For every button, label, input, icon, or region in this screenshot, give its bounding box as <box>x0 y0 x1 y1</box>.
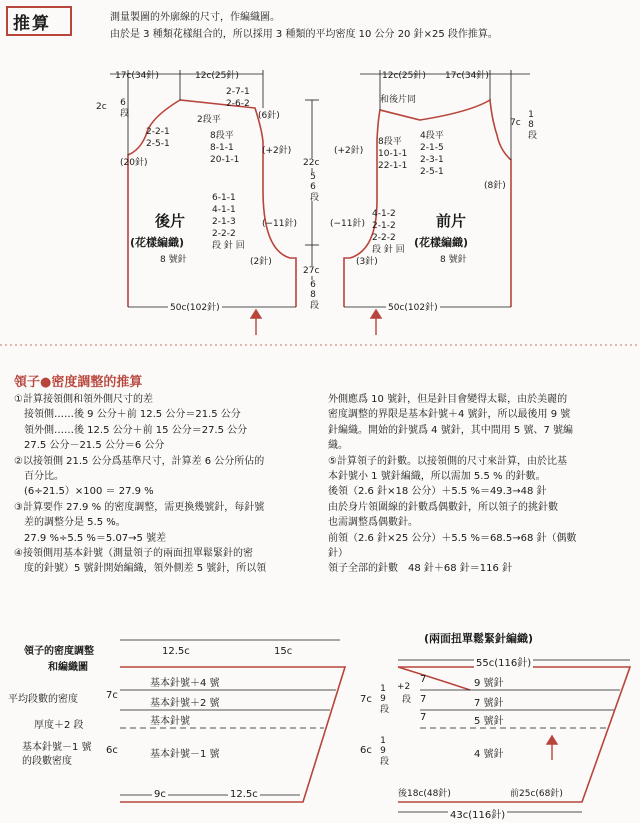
collar-left-base1: 基本針號－1 號 <box>22 742 92 753</box>
collar-left-bottom-b: 12.5c <box>230 789 258 800</box>
middle-22c: 22c <box>303 158 320 168</box>
front-bottom-3: (3針) <box>356 257 378 267</box>
front-right-steps: 4段平 2-1-5 2-3-1 2-5-1 <box>420 131 444 177</box>
collar-left-top-b: 15c <box>274 646 293 657</box>
page-title: 推算 <box>13 14 51 34</box>
collar-left-title2: 和編織圖 <box>48 662 88 673</box>
back-lower-steps: 6-1-1 4-1-1 2-1-3 2-2-2 段 針 回 <box>212 193 245 251</box>
collar-right-plus2: +2 <box>397 682 411 692</box>
intro-line-1: 測量製圖的外廓線的尺寸，作編織圖。 <box>110 12 280 23</box>
collar-right-top: 55c(116針) <box>474 654 533 669</box>
back-top-mid-dim: 12c(25針) <box>195 71 239 81</box>
section-title: 領子●密度調整的推算 <box>14 375 143 390</box>
front-minus11: (−11針) <box>330 219 366 229</box>
middle-27c: 27c <box>303 266 320 276</box>
collar-left-7c: 7c <box>106 690 118 701</box>
back-neck-6: (6針) <box>258 111 280 121</box>
collar-right-outline <box>398 667 630 802</box>
collar-left-bottom-row: 基本針號－1 號 <box>150 749 220 760</box>
collar-right-7c: 7c <box>360 694 372 705</box>
collar-right-row-1: 9 號針 <box>474 678 504 689</box>
collar-right-6c-rows: 19段 <box>378 736 388 765</box>
collar-right-front-label: 前25c(68針) <box>510 789 563 799</box>
front-needle: 8 號針 <box>440 255 467 265</box>
collar-left-row-3: 基本針號 <box>150 716 190 727</box>
collar-left-thick: 厚度＋2 段 <box>34 720 84 731</box>
middle-56-rows: 56段 <box>308 172 318 201</box>
collar-right-row-2: 7 號針 <box>474 698 504 709</box>
collar-left-bottom-a: 9c <box>154 789 166 800</box>
front-bottom-dim: 50c(102針) <box>386 300 440 313</box>
back-neck-flat: 2段平 <box>197 115 221 125</box>
collar-left-title: 領子的密度調整 <box>24 646 94 657</box>
front-same-as-back: 和後片同 <box>380 95 417 105</box>
back-neck-2c-rows: 6段 <box>118 98 128 117</box>
back-bottom-2: (2針) <box>250 257 272 267</box>
calc-left-column: ①計算接領側和領外側尺寸的差 接領側……後 9 公分＋前 12.5 公分＝21.5 公分 領外側……後 12.5 公分＋前 15 公分＝27.5 公分 27.5 公分－21.5 公分＝6 公分 ②以接領側 21.5 公分爲基準尺寸，計算差 6 公分所佔的 百分比。 (6÷21.5）×100 ＝ 27.9 % ③計算要作 27.9 % 的密度調整，需更換幾號針，每針號 差的調整分是 5.5 %。 27.9 %÷5.5 %＝5.07→5 號差 ④接領側用基本針號（測量領子的兩面扭單鬆緊針的密 度的針號）5 號針開始編織，領外側差 5 號針，所以領 <box>14 394 267 575</box>
back-side-steps: 8段平 8-1-1 20-1-1 <box>210 131 240 165</box>
collar-right-back-label: 後18c(48針) <box>398 789 451 799</box>
back-bottom-dim: 50c(102針) <box>168 300 222 313</box>
back-plus2: (+2針) <box>262 146 292 156</box>
collar-right-title: (兩面扭單鬆緊針編織) <box>424 632 534 645</box>
middle-68-rows: 68段 <box>308 280 318 309</box>
front-lower-steps: 4-1-2 2-1-2 2-2-2 段 針 回 <box>372 209 405 255</box>
front-neck-7c-rows: 18段 <box>526 110 536 139</box>
collar-right-bottom-row: 4 號針 <box>474 749 504 760</box>
collar-right-num-2: 7 <box>420 694 427 705</box>
back-neck-steps: 2-7-1 2-6-2 <box>226 87 250 109</box>
front-title: 前片 <box>436 212 467 230</box>
collar-right-bottom: 43c(116針) <box>448 806 507 821</box>
collar-left-avg: 平均段數的密度 <box>8 694 78 705</box>
collar-left-row-1: 基本針號＋4 號 <box>150 678 220 689</box>
intro-line-2: 由於是 3 種類花樣組合的，所以採用 3 種類的平均密度 10 公分 20 針×25 段作推算。 <box>110 29 498 40</box>
back-neck-2c: 2c <box>96 102 107 112</box>
front-right-8: (8針) <box>484 181 506 191</box>
front-plus2: (+2針) <box>334 146 364 156</box>
collar-left-row-2: 基本針號＋2 號 <box>150 698 220 709</box>
collar-left-6c: 6c <box>106 745 118 756</box>
front-neck-steps: 8段平 10-1-1 22-1-1 <box>378 137 408 171</box>
calc-right-column: 外側應爲 10 號針，但是針目會變得太鬆，由於美麗的 密度調整的界限是基本針號＋4 號針，所以最後用 9 號 針編織。開始的針號爲 4 號針，其中間用 5 號、7 號編 織。 ⑤計算領子的針數。以接領側的尺寸來計算，由於比基 本針號小 1 號針編織，所以需加 5.5 % 的針數。 後領（2.6 針×18 公分）＋5.5 %＝49.3→48 針 由於身片領圍線的針數爲偶數針，所以領子的挑針數 也需調整爲偶數針。 前領（2.6 針×25 公分）＋5.5 %＝68.5→68 針（偶數 針） 領子全部的針數 48 針＋68 針＝116 針 <box>328 394 577 575</box>
front-top-mid-dim: 12c(25針) <box>382 71 426 81</box>
collar-left-top-a: 12.5c <box>162 646 190 657</box>
back-title: 後片 <box>155 212 186 230</box>
back-arm-steps: 2-2-1 2-5-1 <box>146 127 170 149</box>
front-top-right-dim: 17c(34針) <box>445 71 489 81</box>
collar-right-num-3: 7 <box>420 712 427 723</box>
back-arm-20: (20針) <box>120 158 148 168</box>
collar-right-row-3: 5 號針 <box>474 716 504 727</box>
collar-right-plus2-rows: 段 <box>400 694 410 703</box>
back-top-left-dim: 17c(34針) <box>115 71 159 81</box>
back-subtitle: (花樣編織) <box>130 236 185 249</box>
collar-left-base2: 的段數密度 <box>22 756 72 767</box>
back-minus11: (−11針) <box>262 219 298 229</box>
collar-right-6c: 6c <box>360 745 372 756</box>
back-needle: 8 號針 <box>160 255 187 265</box>
front-neck-7c: 7c <box>510 118 521 128</box>
front-subtitle: (花樣編織) <box>414 236 469 249</box>
collar-right-7c-rows: 19段 <box>378 684 388 713</box>
collar-right-num-1: 7 <box>420 674 427 685</box>
